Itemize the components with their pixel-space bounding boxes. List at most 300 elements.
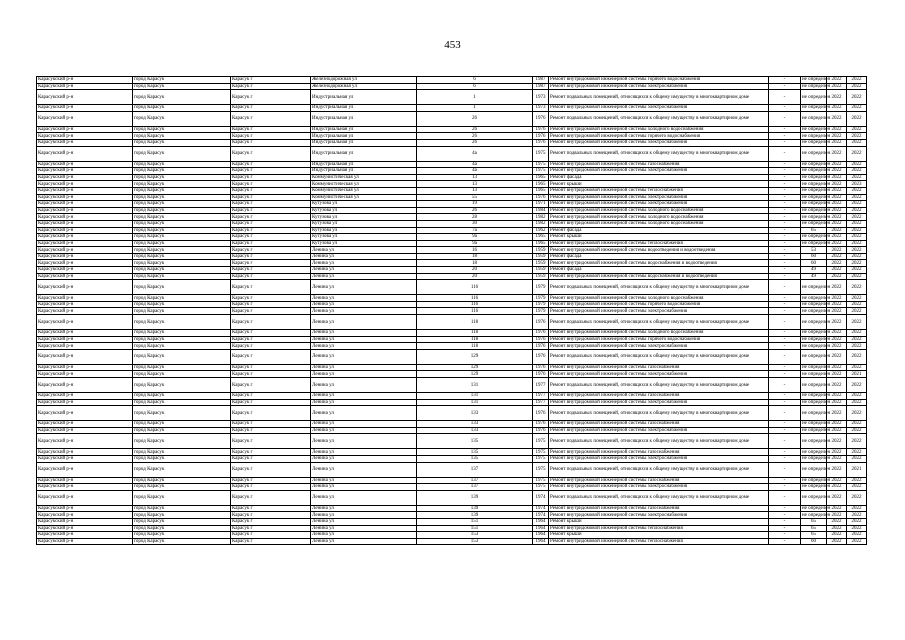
cell-district: Карасукский р-н (37, 315, 133, 330)
cell-build-year: 1977 (533, 378, 549, 393)
cell-district: Карасукский р-н (37, 393, 133, 400)
cell-work-type: Ремонт крыши (549, 518, 769, 525)
cell-street: Ленина ул (311, 532, 417, 539)
cell-house-number: 13 (417, 181, 533, 188)
cell-settlement-type: город Карасук (133, 505, 231, 512)
cell-build-year: 1976 (533, 364, 549, 371)
cell-cost: - (769, 181, 801, 188)
cell-settlement-type: город Карасук (133, 227, 231, 234)
cell-build-year: 1976 (533, 371, 549, 378)
cell-locality: Карасук г (231, 174, 311, 181)
cell-work-type: Ремонт внутридомовой инженерной системы электроснабжения (549, 83, 769, 90)
cell-completion-status: не определен (801, 90, 827, 105)
cell-street: Ленина ул (311, 267, 417, 274)
cell-locality: Карасук г (231, 455, 311, 462)
cell-house-number: 118 (417, 336, 533, 343)
cell-locality: Карасук г (231, 538, 311, 545)
table-row (37, 253, 867, 260)
cell-street: Ленина ул (311, 427, 417, 434)
cell-district: Карасукский р-н (37, 399, 133, 406)
cell-completion-status: не определен (802, 449, 831, 455)
table-row (37, 455, 867, 462)
cell-district: Карасукский р-н (37, 267, 133, 274)
cell-district: Карасукский р-н (37, 77, 133, 84)
cell-plan-year-end: 2022 (847, 146, 867, 161)
cell-cost: - (769, 139, 801, 146)
cell-completion-status: не определен (801, 315, 827, 330)
cell-work-type: Ремонт фасада (549, 253, 769, 260)
cell-completion-status: 60 (801, 538, 827, 545)
cell-plan-year-end: 2022 (847, 139, 867, 146)
cell-street: Ленина ул (311, 477, 417, 484)
cell-locality: Карасук г (231, 280, 311, 295)
cell-build-year: 1973 (533, 105, 549, 112)
cell-settlement-type: город Карасук (133, 406, 231, 421)
cell-build-year: 1987 (533, 83, 549, 90)
cell-settlement-type: город Карасук (133, 187, 231, 194)
cell-cost: - (769, 187, 801, 194)
cell-work-type: Ремонт внутридомовой инженерной системы теплоснабжения (549, 187, 769, 194)
cell-settlement-type: город Карасук (133, 490, 231, 505)
cell-district: Карасукский р-н (37, 490, 133, 505)
cell-completion-status: 65 (801, 532, 827, 539)
cell-house-number: 137 (417, 484, 533, 491)
cell-cost: - (769, 201, 801, 208)
cell-work-type: Ремонт внутридомовой инженерной системы электроснабжения (549, 512, 769, 519)
cell-house-number: 135 (417, 455, 533, 462)
cell-completion-status: не определен (801, 378, 827, 393)
cell-settlement-type: город Карасук (133, 194, 231, 201)
cell-house-number: 139 (417, 490, 533, 505)
cell-plan-year-start: 2022 (827, 532, 847, 539)
cell-completion-status: не определен (802, 77, 831, 83)
cell-build-year: 1976 (533, 133, 549, 140)
table-row (37, 449, 867, 456)
cell-cost: - (769, 234, 801, 241)
cell-plan-year-end: 2022 (847, 455, 867, 462)
cell-house-number: 116 (417, 280, 533, 295)
cell-street: Кутузова ул (311, 214, 417, 221)
cell-locality: Карасук г (231, 371, 311, 378)
cell-plan-year-end: 2022 (847, 267, 867, 274)
cell-cost: - (769, 267, 801, 274)
cell-completion-status: не определен (802, 308, 831, 314)
cell-settlement-type: город Карасук (133, 174, 231, 181)
cell-locality: Карасук г (231, 378, 311, 393)
cell-build-year: 1959 (533, 267, 549, 274)
cell-build-year: 1979 (533, 301, 549, 308)
cell-work-type: Ремонт внутридомовой инженерной системы газоснабжения (549, 393, 769, 400)
table-row (37, 371, 867, 378)
cell-build-year: 1977 (533, 399, 549, 406)
cell-work-type: Ремонт подвальных помещений, относящихся к общему имуществу в многоквартирном доме (549, 434, 769, 449)
cell-cost: - (769, 280, 801, 295)
cell-district: Карасукский р-н (37, 207, 133, 214)
table-row (37, 133, 867, 140)
cell-settlement-type: город Карасук (133, 77, 231, 84)
cell-completion-status: не определен (801, 434, 827, 449)
cell-cost: - (769, 525, 801, 532)
cell-district: Карасукский р-н (37, 201, 133, 208)
table-row (37, 518, 867, 525)
cell-plan-year-end: 2022 (847, 220, 867, 227)
cell-completion-status: не определен (802, 240, 831, 246)
cell-house-number: 118 (417, 315, 533, 330)
cell-plan-year-start: 2022 (827, 371, 847, 378)
cell-street: Индустриальная ул (311, 161, 417, 168)
cell-plan-year-start: 2022 (827, 267, 847, 274)
cell-locality: Карасук г (231, 267, 311, 274)
cell-completion-status: не определен (801, 111, 827, 126)
cell-locality: Карасук г (231, 247, 311, 254)
cell-build-year: 1973 (533, 90, 549, 105)
cell-settlement-type: город Карасук (133, 111, 231, 126)
cell-plan-year-start: 2022 (827, 427, 847, 434)
cell-street: Ленина ул (311, 505, 417, 512)
table-row (37, 308, 867, 315)
cell-street: Ленина ул (311, 393, 417, 400)
cell-plan-year-end: 2022 (847, 336, 867, 343)
cell-locality: Карасук г (231, 90, 311, 105)
cell-house-number: 129 (417, 364, 533, 371)
cell-settlement-type: город Карасук (133, 518, 231, 525)
cell-locality: Карасук г (231, 214, 311, 221)
table-row (37, 220, 867, 227)
cell-street: Железнодорожная ул (311, 83, 417, 90)
table-row (37, 234, 867, 241)
cell-cost: - (769, 399, 801, 406)
cell-district: Карасукский р-н (37, 308, 133, 315)
cell-street: Индустриальная ул (311, 126, 417, 133)
cell-plan-year-end: 2022 (847, 83, 867, 90)
cell-plan-year-end: 2022 (847, 308, 867, 315)
cell-locality: Карасук г (231, 525, 311, 532)
cell-cost: - (769, 308, 801, 315)
cell-settlement-type: город Карасук (133, 168, 231, 175)
cell-build-year: 1974 (533, 505, 549, 512)
cell-cost: - (769, 393, 801, 400)
cell-cost: - (769, 126, 801, 133)
cell-build-year: 1976 (533, 111, 549, 126)
cell-district: Карасукский р-н (37, 234, 133, 241)
table-row (37, 105, 867, 112)
cell-cost: - (769, 295, 801, 302)
cell-work-type: Ремонт внутридомовой инженерной системы электроснабжения (549, 484, 769, 491)
cell-plan-year-start: 2022 (827, 484, 847, 491)
cell-cost: - (769, 538, 801, 545)
cell-completion-status: не определен (802, 336, 831, 342)
cell-plan-year-end: 2022 (847, 187, 867, 194)
cell-street: Ленина ул (311, 253, 417, 260)
cell-plan-year-start: 2022 (827, 490, 847, 505)
cell-settlement-type: город Карасук (133, 343, 231, 350)
cell-cost: - (769, 90, 801, 105)
cell-plan-year-end: 2022 (847, 349, 867, 364)
cell-locality: Карасук г (231, 77, 311, 84)
cell-plan-year-end: 2022 (847, 207, 867, 214)
cell-build-year: 1976 (533, 315, 549, 330)
cell-cost: - (769, 240, 801, 247)
cell-build-year: 1959 (533, 273, 549, 280)
cell-district: Карасукский р-н (37, 538, 133, 545)
table-row (37, 168, 867, 175)
cell-plan-year-end: 2022 (847, 449, 867, 456)
cell-house-number: 26 (417, 126, 533, 133)
cell-plan-year-start: 2022 (827, 214, 847, 221)
cell-completion-status: не определен (801, 462, 827, 477)
cell-street: Железнодорожная ул (311, 77, 417, 84)
cell-completion-status: не определен (802, 371, 831, 377)
cell-work-type: Ремонт крыши (549, 532, 769, 539)
cell-settlement-type: город Карасук (133, 260, 231, 267)
table-row (37, 336, 867, 343)
cell-build-year: 1979 (533, 295, 549, 302)
cell-completion-status: не определен (802, 161, 831, 167)
cell-completion-status: не определен (802, 365, 831, 371)
cell-plan-year-end: 2022 (847, 421, 867, 428)
cell-build-year: 1964 (533, 538, 549, 545)
cell-build-year: 1987 (533, 77, 549, 84)
cell-cost: - (769, 227, 801, 234)
cell-house-number: 20 (417, 273, 533, 280)
cell-locality: Карасук г (231, 518, 311, 525)
table-row (37, 434, 867, 449)
cell-locality: Карасук г (231, 349, 311, 364)
cell-settlement-type: город Карасук (133, 90, 231, 105)
cell-work-type: Ремонт внутридомовой инженерной системы электроснабжения (549, 427, 769, 434)
cell-house-number: 4а (417, 146, 533, 161)
cell-work-type: Ремонт подвальных помещений, относящихся к общему имуществу в многоквартирном доме (549, 406, 769, 421)
cell-completion-status: не определен (802, 330, 831, 336)
cell-plan-year-start: 2022 (827, 139, 847, 146)
cell-plan-year-start: 2022 (827, 462, 847, 477)
cell-district: Карасукский р-н (37, 174, 133, 181)
cell-work-type: Ремонт внутридомовой инженерной системы электроснабжения (549, 371, 769, 378)
cell-plan-year-start: 2022 (827, 174, 847, 181)
repair-schedule-table (36, 76, 867, 545)
cell-build-year: 1959 (533, 260, 549, 267)
table-row (37, 267, 867, 274)
cell-cost: - (769, 168, 801, 175)
cell-house-number: 131 (417, 399, 533, 406)
cell-plan-year-end: 2022 (847, 505, 867, 512)
cell-work-type: Ремонт подвальных помещений, относящихся к общему имуществу в многоквартирном доме (549, 462, 769, 477)
cell-district: Карасукский р-н (37, 260, 133, 267)
cell-plan-year-end: 2022 (847, 247, 867, 254)
cell-work-type: Ремонт фасада (549, 174, 769, 181)
cell-settlement-type: город Карасук (133, 253, 231, 260)
table-row (37, 240, 867, 247)
cell-house-number: 135 (417, 434, 533, 449)
cell-street: Ленина ул (311, 295, 417, 302)
cell-district: Карасукский р-н (37, 105, 133, 112)
cell-completion-status: 65 (801, 518, 827, 525)
cell-settlement-type: город Карасук (133, 349, 231, 364)
cell-work-type: Ремонт подвальных помещений, относящихся к общему имуществу в многоквартирном доме (549, 111, 769, 126)
cell-house-number: 139 (417, 505, 533, 512)
cell-house-number: 137 (417, 477, 533, 484)
cell-district: Карасукский р-н (37, 427, 133, 434)
cell-plan-year-start: 2022 (827, 161, 847, 168)
cell-street: Ленина ул (311, 512, 417, 519)
cell-work-type: Ремонт внутридомовой инженерной системы горячего водоснабжения (549, 77, 769, 84)
cell-completion-status: не определен (802, 393, 831, 399)
cell-plan-year-end: 2022 (847, 77, 867, 84)
cell-plan-year-start: 2022 (827, 421, 847, 428)
cell-district: Карасукский р-н (37, 421, 133, 428)
cell-plan-year-start: 2022 (827, 343, 847, 350)
cell-completion-status: 60 (801, 260, 827, 267)
cell-locality: Карасук г (231, 462, 311, 477)
page-number: 453 (444, 39, 461, 51)
cell-settlement-type: город Карасук (133, 181, 231, 188)
cell-plan-year-end: 2022 (847, 90, 867, 105)
cell-build-year: 1975 (533, 161, 549, 168)
cell-plan-year-end: 2022 (847, 532, 867, 539)
cell-completion-status: не определен (802, 208, 831, 214)
cell-district: Карасукский р-н (37, 371, 133, 378)
cell-street: Ленина ул (311, 449, 417, 456)
cell-work-type: Ремонт внутридомовой инженерной системы холодного водоснабжения (549, 126, 769, 133)
table-row (37, 111, 867, 126)
cell-build-year: 1979 (533, 308, 549, 315)
table-row (37, 295, 867, 302)
table-row (37, 214, 867, 221)
cell-plan-year-end: 2022 (847, 301, 867, 308)
table-row (37, 364, 867, 371)
cell-completion-status: не определен (802, 133, 831, 139)
cell-settlement-type: город Карасук (133, 280, 231, 295)
cell-plan-year-start: 2022 (827, 201, 847, 208)
table-row (37, 378, 867, 393)
cell-locality: Карасук г (231, 406, 311, 421)
cell-plan-year-start: 2022 (827, 126, 847, 133)
cell-settlement-type: город Карасук (133, 247, 231, 254)
cell-work-type: Ремонт подвальных помещений, относящихся к общему имуществу в многоквартирном доме (549, 315, 769, 330)
cell-build-year: 1975 (533, 462, 549, 477)
cell-plan-year-start: 2022 (827, 406, 847, 421)
cell-plan-year-start: 2022 (827, 260, 847, 267)
cell-settlement-type: город Карасук (133, 364, 231, 371)
cell-plan-year-start: 2022 (827, 477, 847, 484)
cell-cost: - (769, 194, 801, 201)
cell-cost: - (769, 301, 801, 308)
cell-settlement-type: город Карасук (133, 449, 231, 456)
cell-district: Карасукский р-н (37, 280, 133, 295)
cell-plan-year-start: 2022 (827, 538, 847, 545)
cell-work-type: Ремонт внутридомовой инженерной системы газоснабжения (549, 364, 769, 371)
cell-plan-year-start: 2022 (827, 280, 847, 295)
cell-house-number: 9а (417, 234, 533, 241)
cell-house-number: 129 (417, 371, 533, 378)
cell-cost: - (769, 330, 801, 337)
cell-cost: - (769, 421, 801, 428)
cell-street: Ленина ул (311, 336, 417, 343)
cell-district: Карасукский р-н (37, 449, 133, 456)
cell-plan-year-start: 2022 (827, 505, 847, 512)
cell-settlement-type: город Карасук (133, 330, 231, 337)
cell-house-number: 19 (417, 201, 533, 208)
cell-plan-year-end: 2022 (847, 484, 867, 491)
cell-work-type: Ремонт внутридомовой инженерной системы теплоснабжения (549, 240, 769, 247)
cell-build-year: 1975 (533, 434, 549, 449)
cell-completion-status: не определен (802, 83, 831, 89)
cell-build-year: 1975 (533, 477, 549, 484)
cell-plan-year-end: 2022 (847, 364, 867, 371)
cell-build-year: 1977 (533, 393, 549, 400)
cell-settlement-type: город Карасук (133, 301, 231, 308)
cell-cost: - (769, 214, 801, 221)
cell-street: Ленина ул (311, 406, 417, 421)
cell-cost: - (769, 174, 801, 181)
cell-district: Карасукский р-н (37, 168, 133, 175)
cell-work-type: Ремонт подвальных помещений, относящихся к общему имуществу в многоквартирном доме (549, 146, 769, 161)
cell-plan-year-end: 2022 (847, 273, 867, 280)
cell-locality: Карасук г (231, 343, 311, 350)
cell-district: Карасукский р-н (37, 181, 133, 188)
cell-plan-year-end: 2022 (847, 240, 867, 247)
cell-locality: Карасук г (231, 301, 311, 308)
cell-street: Ленина ул (311, 330, 417, 337)
cell-build-year: 1965 (533, 234, 549, 241)
cell-district: Карасукский р-н (37, 111, 133, 126)
cell-plan-year-start: 2022 (827, 194, 847, 201)
cell-settlement-type: город Карасук (133, 139, 231, 146)
cell-plan-year-start: 2022 (827, 83, 847, 90)
cell-street: Кутузова ул (311, 234, 417, 241)
cell-work-type: Ремонт подвальных помещений, относящихся к общему имуществу в многоквартирном доме (549, 378, 769, 393)
table-body (37, 77, 867, 545)
cell-plan-year-start: 2022 (827, 105, 847, 112)
cell-locality: Карасук г (231, 449, 311, 456)
table-row (37, 181, 867, 188)
cell-street: Ленина ул (311, 399, 417, 406)
cell-street: Кутузова ул (311, 207, 417, 214)
table-row (37, 77, 867, 84)
cell-street: Коммунистическая ул (311, 194, 417, 201)
cell-plan-year-end: 2022 (847, 280, 867, 295)
cell-completion-status: не определен (802, 456, 831, 462)
cell-house-number: 4а (417, 161, 533, 168)
cell-completion-status: не определен (802, 140, 831, 146)
cell-plan-year-start: 2022 (827, 330, 847, 337)
cell-completion-status: не определен (802, 175, 831, 181)
cell-plan-year-end: 2022 (847, 111, 867, 126)
cell-settlement-type: город Карасук (133, 273, 231, 280)
cell-cost: - (769, 105, 801, 112)
cell-plan-year-start: 2022 (827, 181, 847, 188)
cell-work-type: Ремонт внутридомовой инженерной системы холодного водоснабжения (549, 214, 769, 221)
cell-house-number: 137 (417, 462, 533, 477)
cell-district: Карасукский р-н (37, 247, 133, 254)
cell-build-year: 1974 (533, 512, 549, 519)
table-row (37, 273, 867, 280)
cell-settlement-type: город Карасук (133, 105, 231, 112)
cell-street: Ленина ул (311, 434, 417, 449)
cell-house-number: 1 (417, 90, 533, 105)
cell-completion-status: не определен (802, 168, 831, 174)
cell-work-type: Ремонт внутридомовой инженерной системы водоотведения и водоотведения (549, 247, 769, 254)
cell-district: Карасукский р-н (37, 273, 133, 280)
cell-plan-year-end: 2022 (847, 406, 867, 421)
cell-settlement-type: город Карасук (133, 477, 231, 484)
cell-district: Карасукский р-н (37, 253, 133, 260)
cell-work-type: Ремонт внутридомовой инженерной системы холодного водоснабжения (549, 295, 769, 302)
cell-cost: - (769, 406, 801, 421)
cell-street: Ленина ул (311, 280, 417, 295)
cell-build-year: 1984 (533, 207, 549, 214)
cell-completion-status: не определен (801, 490, 827, 505)
